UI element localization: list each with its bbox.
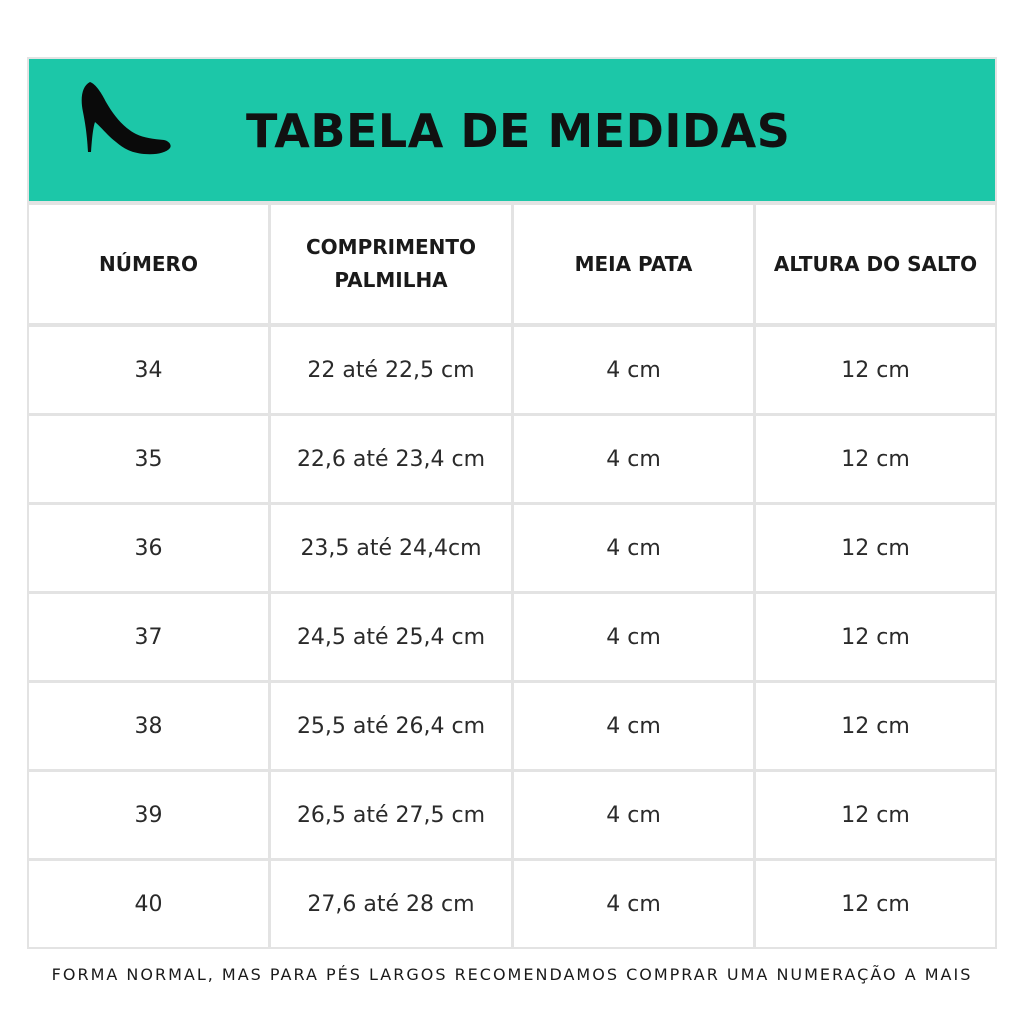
table-cell: 37 (29, 594, 268, 680)
high-heel-shoe-icon (78, 76, 174, 160)
column-header: ALTURA DO SALTO (756, 205, 995, 323)
table-cell: 24,5 até 25,4 cm (271, 594, 511, 680)
table-cell: 35 (29, 416, 268, 502)
table-cell: 34 (29, 327, 268, 413)
table-cell: 38 (29, 683, 268, 769)
table-cell: 40 (29, 861, 268, 947)
table-cell: 25,5 até 26,4 cm (271, 683, 511, 769)
table-cell: 4 cm (514, 772, 753, 858)
table-cell: 4 cm (514, 861, 753, 947)
table-cell: 12 cm (756, 416, 995, 502)
table-cell: 4 cm (514, 505, 753, 591)
table-cell: 12 cm (756, 594, 995, 680)
table-cell: 12 cm (756, 772, 995, 858)
table-cell: 39 (29, 772, 268, 858)
table-cell: 27,6 até 28 cm (271, 861, 511, 947)
table-cell: 4 cm (514, 416, 753, 502)
table-cell: 23,5 até 24,4cm (271, 505, 511, 591)
column-header: COMPRIMENTO PALMILHA (271, 205, 511, 323)
table-cell: 12 cm (756, 683, 995, 769)
table-cell: 12 cm (756, 327, 995, 413)
column-header: MEIA PATA (514, 205, 753, 323)
column-header: NÚMERO (29, 205, 268, 323)
table-cell: 12 cm (756, 505, 995, 591)
table-cell: 22,6 até 23,4 cm (271, 416, 511, 502)
table-cell: 12 cm (756, 861, 995, 947)
table-cell: 4 cm (514, 594, 753, 680)
page-title: TABELA DE MEDIDAS (246, 104, 791, 158)
table-cell: 4 cm (514, 327, 753, 413)
table-cell: 36 (29, 505, 268, 591)
footnote: FORMA NORMAL, MAS PARA PÉS LARGOS RECOMENDAMOS COMPRAR UMA NUMERAÇÃO A MAIS (51, 965, 973, 984)
table-cell: 26,5 até 27,5 cm (271, 772, 511, 858)
table-cell: 4 cm (514, 683, 753, 769)
table-cell: 22 até 22,5 cm (271, 327, 511, 413)
